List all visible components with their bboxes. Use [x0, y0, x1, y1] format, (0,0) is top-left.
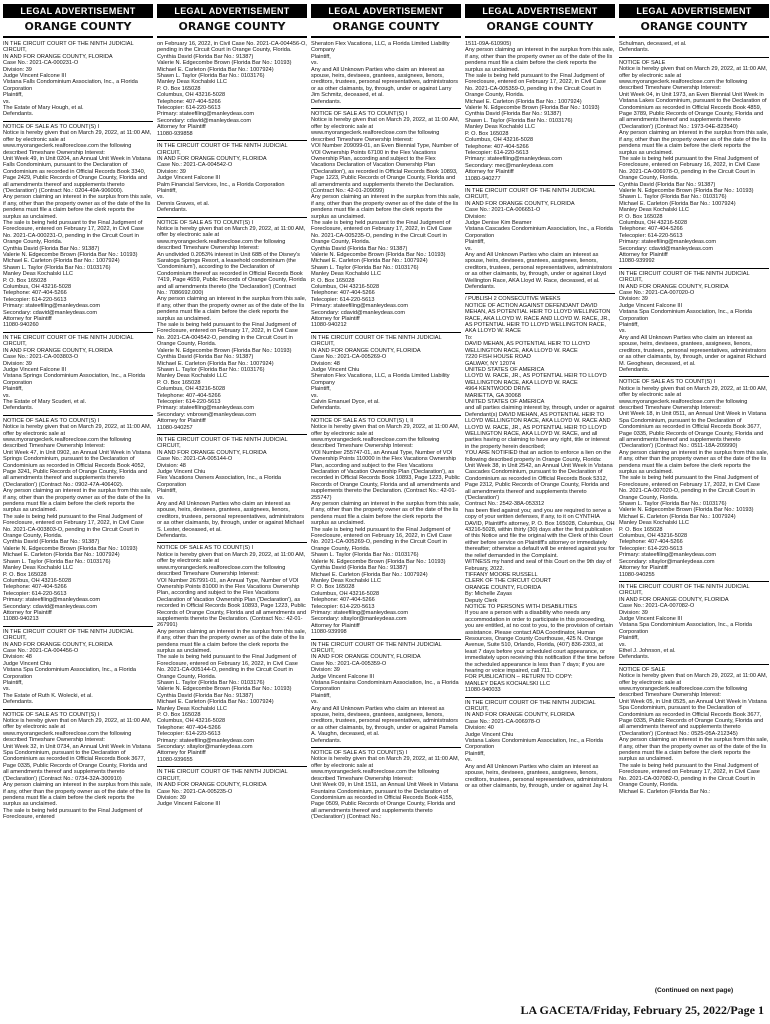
notice-block: IN THE CIRCUIT COURT OF THE NINTH JUDICIAL CIRCUIT, IN AND FOR ORANGE COUNTY, FLORIDA Case No.: 2021-CA-006978-O Division: 40 Judge Vincent Chiu Vistana Lakes Condominium Association, Inc., a Florida Corporation Plaintiff, vs. Any and All Unknown Parties who claim an interest as spouse, heirs, devisees, grantees, assignees, lienors, creditors, trustees, personal representatives, administrators or as other claimants, by, through, under or against Jay H.: [465, 699, 613, 789]
column-body: [3, 41, 153, 821]
column-body: [465, 41, 615, 789]
notice-block: NOTICE OF SALE Notice is hereby given that on March 29, 2022, at 11:00 AM, offer by electronic sale at www.myorangeclerk.realforeclose.com the following described Timeshare Ownership Interest: Unit Week 04, in Unit 1973, an Even Biennial Unit Week in Vistana Lakes Condominium, pursuant to the Declaration of Condominium as recorded in Official Records Book 4859, Page 3789, Public Records of Orange County, Florida and all amendments thereof and supplements thereto ('Declaration') (Contract No.: 1973-04E-823540) Any person claiming an interest in the surplus from this sale, if any, other than the property owner as of the date of the lis pendens must file a claim before the clerk reports the surplus as unclaimed. The sale is being held pursuant to the Final Judgment of Foreclosure, entered on February 16, 2022, in Civil Case No. 2021-CA-006978-O, pending in the Circuit Court in Orange County, Florida. Cynthia David (Florida Bar No.: 91387) Valerie N. Edgecombe Brown (Florida Bar No.: 10193) Shawn L. Taylor (Florida Bar No.: 0103176) Michael E. Carleton (Florida Bar No.: 1007924) Manley Deas Kochalski LLC P. O. Box 165028 Columbus, OH 43216-5028 Telephone: 407-404-5266 Telecopier: 614-220-5613 Primary: stateefiling@manleydeas.com Secondary: cdavid@manleydeas.com Attorney for Plaintiff 11080-939992: [619, 59, 769, 265]
notice-block: IN THE CIRCUIT COURT OF THE NINTH JUDICIAL CIRCUIT, IN AND FOR ORANGE COUNTY, FLORIDA Case No.: 2021-CA-004542-O Division: 39 Judge Vincent Falcone III Palm Financial Services, Inc., a Florida Corporation Plaintiff, vs. Dennis Graves, et al. Defendants.: [157, 143, 288, 214]
notice-separator: [3, 626, 153, 627]
column-1: [3, 4, 153, 994]
notice-block: IN THE CIRCUIT COURT OF THE NINTH JUDICIAL CIRCUIT, IN AND FOR ORANGE COUNTY, FLORIDA Case No.: 2021-CA-005144-O Division: 48 Judge Vincent Chiu Flex Vacations Owners Association, Inc., a Florida Corporation Plaintiff, vs. Any and All Unknown Parties who claim an interest as spouse, heirs, devisees, grantees, assignees, lienors, creditors, trustees, personal representatives, administrators or as other claimants, by, through, under or against Michael S. Lester, deceased, et al. Defendants.: [157, 436, 305, 540]
notice-block: NOTICE OF SALE AS TO COUNT(S) I Notice is hereby given that on March 29, 2022, at 11:00 AM, offer by electronic sale at www.myorangeclerk.realforeclose.com the following described Timeshare Ownership Interest: Unit Week 09, in Unit 1511, an Annual Unit Week in Vistana Fountains Condominium, pursuant to the Declaration of Condominium as recorded in Official Records Book 4155, Page 0509, Public Records of Orange County, Florida and all amendments thereof and supplements thereto ('Declaration') (Contract No.:: [311, 750, 460, 821]
notice-separator: [157, 434, 307, 435]
column-banner: LEGAL ADVERTISEMENT: [465, 4, 615, 18]
legal-ad-columns: [3, 4, 767, 994]
notice-separator: [157, 217, 307, 218]
notice-separator: [3, 709, 153, 710]
notice-block: Sheraton Flex Vacations, LLC, a Florida Limited Liability Company Plaintiff, vs. Any and All Unknown Parties who claim an interest as spouse, heirs, devisees, grantees, assignees, lienors, creditors, trustees, personal representatives, administrators or as other claimants, by, through, under or against Larry Jim Schmitz, deceased, et al. Defendants.: [311, 41, 459, 105]
continued-note: (Continued on next page): [619, 985, 769, 994]
notice-block: 1511-09A-610905) Any person claiming an interest in the surplus from this sale, if any, other than the property owner as of the date of the lis pendens must file a claim before the clerk reports the surplus as unclaimed. The sale is being held pursuant to the Final Judgment of Foreclosure, entered on February 17, 2022, in Civil Case No. 2021-CA-005359-O, pending in the Circuit Court in Orange County, Florida. Michael E. Carleton (Florida Bar No.: 1007924) Valerie N. Edgecombe Brown (Florida Bar No.: 10193) Cynthia David (Florida Bar No.: 91387) Shawn L. Taylor (Florida Bar No.: 0103176) Manley Deas Kochalski LLC P. O. Box 165028 Columbus, OH 43216-5028 Telephone: 407-404-5266 Telecopier: 614-220-5613 Primary: stateefiling@manleydeas.com Secondary: mec@manleydeas.com Attorney for Plaintiff 11080-940277: [465, 41, 615, 182]
notice-block: NOTICE OF SALE AS TO COUNT(S) I Notice is hereby given that on March 29, 2022, at 11:00 AM, offer by electronic sale at www.myorangeclerk.realforeclose.com the following described Timeshare Ownership Interest: Unit Week 18, in Unit 0511, an Annual Unit Week in Vistana Spa Condominium, pursuant to the Declaration of Condominium as recorded in Official Records Book 3677, Page 0335, Public Records of Orange County, Florida and all amendments thereof and supplements thereto ('Declaration') (Contract No.: 0511-18A-209990) Any person claiming an interest in the surplus from this sale, if any, other than the property owner as of the date of the lis pendens must file a claim before the clerk reports the surplus as unclaimed. The sale is being held pursuant to the Final Judgment of Foreclosure, entered on February 17, 2022, in Civil Case No. 2021-CA-007020-O, pending in the Circuit Court in Orange County, Florida. Shawn L. Taylor (Florida Bar No.: 0103176) Valerie N. Edgecombe Brown (Florida Bar No.: 10193) Michael E. Carleton (Florida Bar No.: 1007924) Manley Deas Kochalski LLC P. O. Box 165028 Columbus, OH 43216-5028 Telephone: 407-404-5266 Telecopier: 614-220-5613 Primary: stateefiling@manleydeas.com Secondary: sltaylor@manleydeas.com Attorney for Plaintiff 11080-940255: [619, 379, 769, 578]
notice-separator: [465, 293, 615, 294]
notice-block: NOTICE OF SALE AS TO COUNT(S) I Notice is hereby given that on March 29, 2022, at 11:00 AM, offer by electronic sale at www.myorangeclerk.realforeclose.com the following described Timeshare Ownership Interest: Unit Week 47, in Unit 0902, an Annual Unit Week in Vistana Springs Condominium, pursuant to the Declaration of Condominium as recorded in Official Records Book 4052, Page 3241, Public Records of Orange County, Florida and all amendments thereof and supplements thereto ('Declaration') (Contract No.: 0902-47A-406402). Any person claiming an interest in the surplus from this sale, if any, other than the property owner as of the date of the lis pendens must file a claim before the clerk reports the surplus as unclaimed. The sale is being held pursuant to the Final Judgment of Foreclosure, entered on February 17, 2022, in Civil Case No. 2021-CA-003803-O, pending in the Circuit Court in Orange County, Florida. Cynthia David (Florida Bar No.: 91387) Valerie N. Edgecombe Brown (Florida Bar No.: 10193) Michael E. Carleton (Florida Bar No.: 1007924) Shawn L. Taylor (Florida Bar No.: 0103176) Manley Deas Kochalski LLC P. O. Box 165028 Columbus, OH 43216-5028 Telephone: 407-404-5266 Telecopier: 614-220-5613 Primary: stateefiling@manleydeas.com Secondary: cdavid@manleydeas.com Attorney for Plaintiff 11080-940213: [3, 417, 153, 623]
notice-separator: [619, 376, 769, 377]
notice-separator: [619, 664, 769, 665]
column-2: [157, 4, 307, 994]
notice-block: IN THE CIRCUIT COURT OF THE NINTH JUDICIAL CIRCUIT, IN AND FOR ORANGE COUNTY, FLORIDA Case No.: 2021-CA-005235-O Division: 39 Judge Vincent Falcone III: [157, 769, 288, 808]
notice-block: IN THE CIRCUIT COURT OF THE NINTH JUDICIAL CIRCUIT, IN AND FOR ORANGE COUNTY, FLORIDA Case No.: 2021-CA-004456-O Division: 48 Judge Vincent Chiu Vistana Spa Condominium Association, Inc., a Florida Corporation Plaintiff, vs. The Estate of Ruth K. Wolecki, et al. Defendants.: [3, 628, 136, 706]
county-heading: ORANGE COUNTY: [157, 18, 307, 38]
notice-separator: [619, 581, 769, 582]
notice-block: IN THE CIRCUIT COURT OF THE NINTH JUDICIAL CIRCUIT, IN AND FOR ORANGE COUNTY, FLORIDA Case No.: 2021-CA-005269-O Division: 48 Judge Vincent Chiu Sheraton Flex Vacations, LLC, a Florida Limited Liability Company Plaintiff, vs. Calvin Emanuel Dyce, et al. Defendants.: [311, 334, 450, 412]
notice-separator: [157, 766, 307, 767]
notice-block: / PUBLISH 2 CONSECUTIVE WEEKS NOTICE OF ACTION AGAINST DEFENDANT DAVID MEHAN, AS POTENTIAL HEIR TO LLOYD WELLINGTON RACE, AKA LLOYD W. RACE AND LLOYD W. RACE, JR., AS POTENTIAL HEIR TO LLOYD WELLINGTON RACE, AKA LLOYD W. RACE To: DAVID MEHAN, AS POTENTIAL HEIR TO LLOYD WELLINGTON RACE, AKA LLOYD W. RACE 7220 FISH HOUSE ROAD GALWAY, NY 12074 UNITED STATES OF AMERICA LLOYD W. RACE, JR., AS POTENTIAL HEIR TO LLOYD WELLINGTON RACE, AKA LLOYD W. RACE 4964 KENTWOOD DRIVE MARIETTA, GA 30068 UNITED STATES OF AMERICA and all parties claiming interest by, through, under or against Defendant(s) DAVID MEHAN, AS POTENTIAL HEIR TO LLOYD WELLINGTON RACE, AKA LLOYD W. RACE AND LLOYD W. RACE, JR., AS POTENTIAL HEIR TO LLOYD WELLINGTON RACE, AKA LLOYD W. RACE, and all parties having or claiming to have any right, title or interest in the property herein described; YOU ARE NOTIFIED that an action to enforce a lien on the following described property in Orange County, Florida: Unit Week 38, in Unit 2542, an Annual Unit Week in Vistana Cascades Condominium, pursuant to the Declaration of Condominium as recorded in Official Records Book 5312, Page 2312, Public Records of Orange County, Florida and all amendments thereof and supplements thereto ('Declaration') Contract No.: 2542-38A-053312 has been filed against you; and you are required to serve a copy of your written defenses, if any, to it on CYNTHIA DAVID, Plaintiff's attorney, P. O. Box 165028, Columbus, OH 43216-5028, within thirty (30) days after the first publication of this Notice and file the original with the Clerk of this Court either before service on Plaintiff's attorney or immediately thereafter; otherwise a default will be entered against you for the relief demanded in the Complaint. WITNESS my hand and seal of this Court on the 9th day of February, 2022. TIFFANY MOORE RUSSELL CLERK OF THE CIRCUIT COURT ORANGE COUNTY, FLORIDA By: Michelle Zayas Deputy Clerk NOTICE TO PERSONS WITH DISABILITIES If you are a person with a disability who needs any accommodation in order to participate in this proceeding, you are entitled, at no cost to you, to the provision of certain assistance. Please contact ADA Coordinator, Human Resources, Orange County Courthouse, 425 N. Orange Avenue, Suite 510, Orlando, Florida, (407) 836-2303, at least 7 days before your scheduled court appearance, or immediately upon receiving this notification if the time before the scheduled appearance is less than 7 days; if you are hearing or voice impaired, call 711. FOR PUBLICATION – RETURN TO COPY: MANLEY DEAS KOCHALSKI LLC 11080-940033: [465, 296, 615, 694]
notice-separator: [619, 57, 769, 58]
notice-separator: [3, 121, 153, 122]
county-heading: ORANGE COUNTY: [311, 18, 461, 38]
notice-block: IN THE CIRCUIT COURT OF THE NINTH JUDICIAL CIRCUIT, IN AND FOR ORANGE COUNTY, FLORIDA Case No.: 2021-CA-007082-O Division: 39 Judge Vincent Falcone III Vistana Spa Condominium Association, Inc., a Florida Corporation Plaintiff, vs. Ethel J. Johnson, et al. Defendants.: [619, 583, 752, 661]
notice-block: NOTICE OF SALE Notice is hereby given that on March 29, 2022, at 11:00 AM, offer by electronic sale at www.myorangeclerk.realforeclose.com the following described Timeshare Ownership Interest: Unit Week 05, in Unit 0525, an Annual Unit Week in Vistana Spa Condominium, pursuant to the Declaration of Condominium as recorded in Official Records Book 3677, Page 0335, Public Records of Orange County, Florida and all amendments thereof and supplements thereto ('Declaration') (Contract No.: 0525-05A-212345) Any person claiming an interest in the surplus from this sale, if any, other than the property owner as of the date of the lis pendens must file a claim before the clerk reports the surplus as unclaimed. The sale is being held pursuant to the Final Judgment of Foreclosure, entered on February 17, 2022, in Civil Case No. 2021-CA-007082-O, pending in the Circuit Court in Orange County, Florida. Michael E. Carleton (Florida Bar No.:: [619, 666, 769, 795]
notice-block: NOTICE OF SALE AS TO COUNT(S) I, II Notice is hereby given that on March 29, 2022, at 11:00 AM, offer by electronic sale at www.myorangeclerk.realforeclose.com the following described Timeshare Ownership Interest: VOI Number 255747-01, an Annual Type, Number of VOI Ownership Points 110000 in the Flex Vacations Ownership Plan, according and subject to the Flex Vacations Declaration of Vacation Ownership Plan ('Declaration'), as recorded in Official Records Book 10893, Page 1223, Public Records of Orange County, Florida and all amendments and supplements thereto the Declaration. (Contract No.: 42-01-255747) Any person claiming an interest in the surplus from this sale, if any, other than the property owner as of the date of the lis pendens must file a claim before the clerk reports the surplus as unclaimed. The sale is being held pursuant to the Final Judgment of Foreclosure, entered on February 16, 2022, in Civil Case No. 2021-CA-005269-O, pending in the Circuit Court in Orange County, Florida. Shawn L. Taylor (Florida Bar No.: 0103176) Valerie N. Edgecombe Brown (Florida Bar No.: 10193) Cynthia David (Florida Bar No.: 91387) Michael E. Carleton (Florida Bar No.: 1007924) Manley Deas Kochalski LLC P. O. Box 165028 Columbus, OH 43216-5028 Telephone: 407-404-5266 Telecopier: 614-220-5613 Primary: stateefiling@manleydeas.com Secondary: sltaylor@manleydeas.com Attorney for Plaintiff 11080-939998: [311, 417, 461, 636]
notice-block: NOTICE OF SALE AS TO COUNT(S) I Notice is hereby given that on March 29, 2022, at 11:00 AM, offer by electronic sale at www.myorangeclerk.realforeclose.com the following described Timeshare Ownership Interest: Unit Week 32, in Unit 0734, an Annual Unit Week in Vistana Spa Condominium, pursuant to the Declaration of Condominium as recorded in Official Records Book 3677, Page 0335, Public Records of Orange County, Florida and all amendments thereof and supplements thereto ('Declaration') (Contract No.: 0734-32A-300910) Any person claiming an interest in the surplus from this sale, if any, other than the property owner as of the date of the lis pendens must file a claim before the clerk reports the surplus as unclaimed. The sale is being held pursuant to the Final Judgment of Foreclosure, entered: [3, 711, 153, 821]
notice-block: NOTICE OF SALE AS TO COUNT(S) I Notice is hereby given that on March 29, 2022, at 11:00 AM, offer by electronic sale at www.myorangeclerk.realforeclose.com the following described Timeshare Ownership Interest: An undivided 0.2053% interest in Unit 68B of the Disney's Saratoga Springs Resort, a leasehold condominium (the 'Condominium'), according to the Declaration of Condominium thereof as recorded in Official Records Book 7419, Page 4659, Public Records of Orange County, Florida and all amendments thereto (the 'Declaration') (Contract No.: 7086692.000) Any person claiming an interest in the surplus from this sale, if any, other than the property owner as of the date of the lis pendens must file a claim before the clerk reports the surplus as unclaimed. The sale is being held pursuant to the Final Judgment of Foreclosure, entered on February 17, 2022, in Civil Case No. 2021-CA-004542-O, pending in the Circuit Court in Orange County, Florida. Valerie N. Edgecombe Brown (Florida Bar No.: 10193) Cynthia David (Florida Bar No.: 91387) Michael E. Carleton (Florida Bar No.: 1007924) Shawn L. Taylor (Florida Bar No.: 0103176) Manley Deas Kochalski LLC P. O. Box 165028 Columbus, OH 43216-5028 Telephone: 407-404-5266 Telecopier: 614-220-5613 Primary: stateefiling@manleydeas.com Secondary: vnbrown@manleydeas.com Attorney for Plaintiff 11080-940257: [157, 219, 307, 431]
notice-separator: [3, 332, 153, 333]
notice-block: NOTICE OF SALE AS TO COUNT(S) I Notice is hereby given that on March 29, 2022, at 11:00 AM, offer by electronic sale at www.myorangeclerk.realforeclose.com the following described Timeshare Ownership Interest: VOI Number 267991-01, an Annual Type, Number of VOI Ownership Points 81000 in the Flex Vacations Ownership Plan, according and subject to the Flex Vacations Declaration of Vacation Ownership Plan ('Declaration'), as recorded in Official Records Book 10893, Page 1223, Public Records of Orange County, Florida and all amendments and supplements thereto the Declaration. (Contract No.: 42-01-267991) Any person claiming an interest in the surplus from this sale, if any, other than the property owner as of the date of the lis pendens must file a claim before the clerk reports the surplus as unclaimed. The sale is being held pursuant to the Final Judgment of Foreclosure, entered on February 16, 2022, in Civil Case No. 2021-CA-005144-O, pending in the Circuit Court in Orange County, Florida. Shawn L. Taylor (Florida Bar No.: 0103176) Valerie N. Edgecombe Brown (Florida Bar No.: 10193) Cynthia David (Florida Bar No.: 91387) Michael E. Carleton (Florida Bar No.: 1007924) Manley Deas Kochalski LLC P. O. Box 165028 Columbus, OH 43216-5028 Telephone: 407-404-5266 Telecopier: 614-220-5613 Primary: stateefiling@manleydeas.com Secondary: sltaylor@manleydeas.com Attorney for Plaintiff 11080-939655: [157, 545, 307, 763]
column-body: [311, 41, 461, 821]
column-5: [619, 4, 769, 994]
column-body: [157, 41, 307, 808]
column-banner: LEGAL ADVERTISEMENT: [3, 4, 153, 18]
notice-block: NOTICE OF SALE AS TO COUNT(S) I Notice is hereby given that on March 29, 2022, at 11:00 AM, offer by electronic sale at www.myorangeclerk.realforeclose.com the following described Timeshare Ownership Interest: VOI Number 209099-01, an Even Biennial Type, Number of VOI Ownership Points 67100 in the Flex Vacations Ownership Plan, according and subject to the Flex Vacations Declaration of Vacation Ownership Plan ('Declaration'), as recorded in Official Records Book 10893, Page 1223, Public Records of Orange County, Florida and all amendments and supplements thereto the Declaration. (Contract No.: 42-01-209099) Any person claiming an interest in the surplus from this sale, if any, other than the property owner as of the date of the lis pendens must file a claim before the clerk reports the surplus as unclaimed. The sale is being held pursuant to the Final Judgment of Foreclosure, entered on February 17, 2022, in Civil Case No. 2021-CA-005235-O, pending in the Circuit Court in Orange County, Florida. Cynthia David (Florida Bar No.: 91387) Valerie N. Edgecombe Brown (Florida Bar No.: 10193) Michael E. Carleton (Florida Bar No.: 1007924) Shawn L. Taylor (Florida Bar No.: 0103176) Manley Deas Kochalski LLC P. O. Box 165028 Columbus, OH 43216-5028 Telephone: 407-404-5266 Telecopier: 614-220-5613 Primary: stateefiling@manleydeas.com Secondary: cdavid@manleydeas.com Attorney for Plaintiff 11080-940212: [311, 111, 461, 329]
notice-separator: [157, 542, 307, 543]
notice-block: IN THE CIRCUIT COURT OF THE NINTH JUDICIAL CIRCUIT, IN AND FOR ORANGE COUNTY, FLORIDA Case No.: 2021-CA-007020-O Division: 39 Judge Vincent Falcone III Vistana Spa Condominium Association, Inc., a Florida Corporation Plaintiff, vs. Any and All Unknown Parties who claim an interest as spouse, heirs, devisees, grantees, assignees, lienors, creditors, trustees, personal representatives, administrators or as other claimants, by, through, under or against Richard M. Geoghean, deceased, et al. Defendants.: [619, 270, 767, 373]
notice-separator: [465, 185, 615, 186]
notice-block: IN THE CIRCUIT COURT OF THE NINTH JUDICIAL CIRCUIT, IN AND FOR ORANGE COUNTY, FLORIDA Case No.: 2021-CA-003803-O Division: 39 Judge Vincent Falcone III Vistana Springs Condominium Association, Inc., a Florida Corporation Plaintiff, vs. The Estate of Mary Scuderi, et al. Defendants.: [3, 334, 145, 412]
notice-block: on February 16, 2022, in Civil Case No. 2021-CA-004456-O, pending in the Circuit Court in Orange County, Florida. Cynthia David (Florida Bar No.: 91387) Valerie N. Edgecombe Brown (Florida Bar No.: 10193) Michael E. Carleton (Florida Bar No.: 1007924) Shawn L. Taylor (Florida Bar No.: 0103176) Manley Deas Kochalski LLC P. O. Box 165028 Columbus, OH 43216-5028 Telephone: 407-404-5266 Telecopier: 614-220-5613 Primary: stateefiling@manleydeas.com Secondary: cdavid@manleydeas.com Attorney for Plaintiff 11080-939858: [157, 41, 307, 137]
page-footer: LA GACETA/Friday, February 25, 2022/Page 1: [520, 1003, 764, 1017]
notice-block: NOTICE OF SALE AS TO COUNT(S) I Notice is hereby given that on March 29, 2022, at 11:00 AM, offer by electronic sale at www.myorangeclerk.realforeclose.com the following described Timeshare Ownership Interest: Unit Week 49, in Unit 0204, an Annual Unit Week in Vistana Falls Condominium, pursuant to the Declaration of Condominium as recorded in Official Records Book 3340, Page 2429, Public Records of Orange County, Florida and all amendments thereof and supplements thereto ('Declaration') (Contract No.: 0204-49A-906000). Any person claiming an interest in the surplus from this sale, if any, other than the property owner as of the date of the lis pendens must file a claim before the clerk reports the surplus as unclaimed. The sale is being held pursuant to the Final Judgment of Foreclosure, entered on February 17, 2022, in Civil Case No. 2021-CA-000231-O, pending in the Circuit Court in Orange County, Florida. Cynthia David (Florida Bar No.: 91387) Valerie N. Edgecombe Brown (Florida Bar No.: 10193) Michael E. Carleton (Florida Bar No.: 1007924) Shawn L. Taylor (Florida Bar No.: 0103176) Manley Deas Kochalski LLC P. O. Box 165028 Columbus, OH 43216-5028 Telephone: 407-404-5266 Telecopier: 614-220-5613 Primary: stateefiling@manleydeas.com Secondary: cdavid@manleydeas.com Attorney for Plaintiff 11080-940260: [3, 123, 153, 329]
county-heading: ORANGE COUNTY: [465, 18, 615, 38]
notice-block: IN THE CIRCUIT COURT OF THE NINTH JUDICIAL CIRCUIT, IN AND FOR ORANGE COUNTY, FLORIDA Case No.: 2021-CA-006651-O Division: Judge Denise Kim Beamer Vistana Cascades Condominium Association, Inc., a Florida Corporation Plaintiff, vs. Any and All Unknown Parties who claim an interest as spouse, heirs, devisees, grantees, assignees, lienors, creditors, trustees, personal representatives, administrators or as other claimants, by, through, under or against Lloyd Wellington Race, AKA Lloyd W. Race, deceased, et al. Defendants.: [465, 187, 613, 291]
county-heading: ORANGE COUNTY: [3, 18, 153, 38]
notice-separator: [465, 697, 615, 698]
column-4: [465, 4, 615, 994]
notice-block: Schulman, deceased, et al. Defendants.: [619, 41, 687, 54]
notice-separator: [311, 415, 461, 416]
notice-separator: [311, 108, 461, 109]
notice-separator: [311, 639, 461, 640]
notice-separator: [3, 415, 153, 416]
notice-separator: [157, 140, 307, 141]
column-3: [311, 4, 461, 994]
notice-separator: [311, 332, 461, 333]
notice-separator: [619, 268, 769, 269]
notice-block: IN THE CIRCUIT COURT OF THE NINTH JUDICIAL CIRCUIT, IN AND FOR ORANGE COUNTY, FLORIDA Case No.: 2021-CA-000231-O Division: 39 Judge Vincent Falcone III Vistana Falls Condominium Association, Inc., a Florida Corporation Plaintiff, vs. The Estate of Mary Hough, et al. Defendants.: [3, 41, 138, 118]
column-body: [619, 41, 769, 795]
notice-block: IN THE CIRCUIT COURT OF THE NINTH JUDICIAL CIRCUIT, IN AND FOR ORANGE COUNTY, FLORIDA Case No.: 2021-CA-005359-O Division: 39 Judge Vincent Falcone III Vistana Fountains Condominium Association, Inc., a Florida Corporation Plaintiff, vs. Any and All Unknown Parties who claim an interest as spouse, heirs, devisees, grantees, assignees, lienors, creditors, trustees, personal representatives, administrators or as other claimants, by, through, under or against Pamela A. Vaughn, deceased, et al. Defendants.: [311, 641, 459, 744]
column-banner: LEGAL ADVERTISEMENT: [311, 4, 461, 18]
county-heading: ORANGE COUNTY: [619, 18, 769, 38]
column-banner: LEGAL ADVERTISEMENT: [157, 4, 307, 18]
column-banner: LEGAL ADVERTISEMENT: [619, 4, 769, 18]
notice-separator: [311, 747, 461, 748]
